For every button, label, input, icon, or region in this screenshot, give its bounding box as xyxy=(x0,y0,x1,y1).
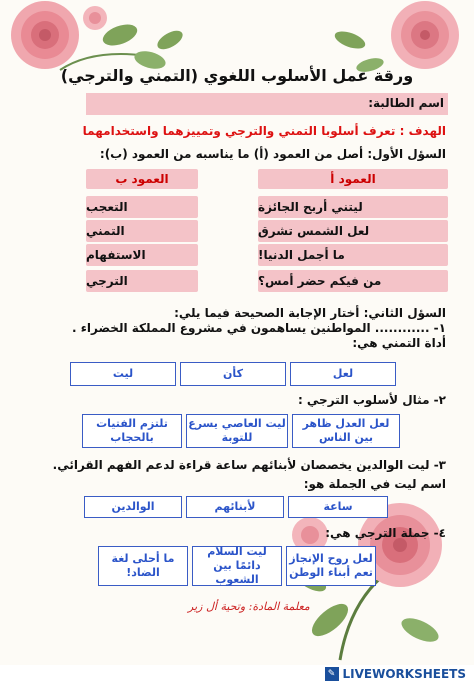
item-3-option[interactable]: ساعة xyxy=(288,496,388,518)
item-4-option[interactable]: لعل روح الإنجاز تعم أبناء الوطن xyxy=(286,546,376,586)
question-1-prompt: السؤل الأول: أصل من العمود (أ) ما يناسبه من العمود (ب): xyxy=(99,147,446,161)
column-a-header: العمود أ xyxy=(258,169,448,189)
item-2-option[interactable]: تلتزم الفتيات بالحجاب xyxy=(82,414,182,448)
item-1-option[interactable]: لعل xyxy=(290,362,396,386)
page-title: ورقة عمل الأسلوب اللغوي (التمني والترجي) xyxy=(60,66,414,85)
item-1-sentence: ١- ............ المواطنين يساهمون في مشروع المملكة الخضراء . xyxy=(72,321,446,335)
item-1-option[interactable]: ليت xyxy=(70,362,176,386)
column-a-item[interactable]: لعل الشمس تشرق xyxy=(258,220,448,242)
teacher-signature: معلمة المادة: وتحية أل زير xyxy=(188,600,310,613)
item-3-question: اسم ليت في الجملة هو: xyxy=(303,477,446,491)
item-4-option[interactable]: ما أحلى لغة الضاد! xyxy=(98,546,188,586)
item-3-option[interactable]: الوالدين xyxy=(84,496,182,518)
lesson-goal: الهدف : تعرف أسلوبا التمني والترجي وتمييزهما واستخدامهما xyxy=(82,124,446,138)
column-b-header: العمود ب xyxy=(86,169,198,189)
rose-top-left-decoration xyxy=(0,0,200,100)
column-b-item[interactable]: الترجي xyxy=(86,270,198,292)
item-2-option[interactable]: لعل العدل ظاهر بين الناس xyxy=(292,414,400,448)
item-2-option[interactable]: ليت العاصي يسرع للتوبة xyxy=(186,414,288,448)
liveworksheets-icon: ✎ xyxy=(325,667,339,681)
item-4-prompt: ٤- جملة الترجي هي: xyxy=(325,526,446,540)
column-b-item[interactable]: التمني xyxy=(86,220,198,242)
question-2-heading: السؤل الثاني: أختار الإجابة الصحيحة فيما يلي: xyxy=(174,306,446,320)
column-a-item[interactable]: ما أجمل الدنيا! xyxy=(258,244,448,266)
question-2-prompt xyxy=(26,306,446,351)
liveworksheets-logo[interactable] xyxy=(325,667,466,681)
item-1-option[interactable]: كأن xyxy=(180,362,286,386)
item-2-prompt: ٢- مثال لأسلوب الترجي : xyxy=(297,393,446,407)
footer-brand-text: LIVEWORKSHEETS xyxy=(342,667,466,681)
column-a-item[interactable]: ليتني أربح الجائزة xyxy=(258,196,448,218)
column-a-item[interactable]: من فيكم حضر أمس؟ xyxy=(258,270,448,292)
item-3-sentence: ٣- ليت الوالدين يخصصان لأبنائهم ساعة قراءة لدعم الفهم القرائي. xyxy=(52,458,446,472)
item-3-option[interactable]: لأبنائهم xyxy=(186,496,284,518)
column-b-item[interactable]: التعجب xyxy=(86,196,198,218)
column-b-item[interactable]: الاستفهام xyxy=(86,244,198,266)
item-4-option[interactable]: ليت السلام دائمًا بين الشعوب xyxy=(192,546,282,586)
student-name-label: اسم الطالبة: xyxy=(368,96,444,110)
item-1-question: أداة التمني هي: xyxy=(352,336,446,350)
